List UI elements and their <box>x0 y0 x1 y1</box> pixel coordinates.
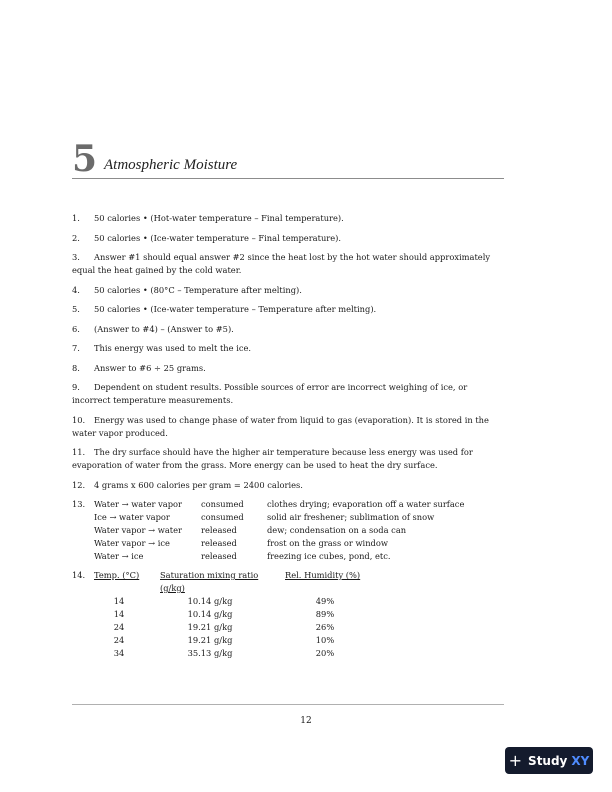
example: freezing ice cubes, pond, etc. <box>267 551 391 561</box>
answer-text: This energy was used to melt the ice. <box>94 343 252 353</box>
footer-rule <box>72 704 504 705</box>
example: frost on the grass or window <box>267 538 388 548</box>
answer-number: 7. <box>72 343 80 353</box>
answer-text: Dependent on student results. Possible sources of error are incorrect weighing of ice, or incorrect temperature measurements. <box>72 382 468 405</box>
energy-effect: released <box>201 551 237 561</box>
table-cell: 14 <box>113 609 125 619</box>
chapter-header <box>72 140 504 179</box>
answer-text: Energy was used to change phase of water from liquid to gas (evaporation). It is stored in the water vapor produced. <box>72 414 489 438</box>
answer-item <box>72 232 508 245</box>
answer-number: 8. <box>72 362 80 373</box>
table-cell: 35.13 g/kg <box>187 648 233 658</box>
table-cell: 20% <box>315 648 335 658</box>
phase-change: Water vapor → ice <box>94 538 170 548</box>
answer-item <box>72 414 508 440</box>
answer-text: 50 calories • (Ice-water temperature – Final temperature). <box>94 232 342 243</box>
answer-text: (Answer to #4) – (Answer to #5). <box>94 323 234 334</box>
answer-text: The dry surface should have the higher air temperature because less energy was used for evaporation of water from the grass. More energy can be used to heat the dry surface. <box>72 447 473 470</box>
answer-item <box>72 479 508 492</box>
example: clothes drying; evaporation off a water surface <box>267 499 465 509</box>
phase-change: Water vapor → water <box>94 525 182 535</box>
answer-number: 5. <box>72 304 80 314</box>
table-cell: 10.14 g/kg <box>187 609 233 619</box>
table-cell: 19.21 g/kg <box>187 622 233 632</box>
table-cell: 10% <box>315 635 335 645</box>
energy-effect: released <box>201 538 237 548</box>
answer-number: 6. <box>72 323 80 334</box>
table-cell: 26% <box>315 622 335 632</box>
chapter-number: 5 <box>72 138 98 180</box>
answer-number: 1. <box>72 213 80 223</box>
example: solid air freshener; sublimation of snow <box>267 512 435 522</box>
page-number: 12 <box>300 716 312 726</box>
answer-text: 50 calories • (Hot-water temperature – Final temperature). <box>94 213 344 223</box>
column-header-humidity: Rel. Humidity (%) <box>285 570 361 580</box>
answer-item <box>72 212 508 225</box>
table-cell: 10.14 g/kg <box>187 596 233 606</box>
answer-item <box>72 284 508 297</box>
answer-list <box>72 212 508 660</box>
humidity-table <box>72 569 508 660</box>
plus-icon: + <box>508 751 523 770</box>
column-header-temp: Temp. (°C) <box>94 570 140 580</box>
answer-text: Answer to #6 ÷ 25 grams. <box>94 362 206 373</box>
energy-effect: consumed <box>201 512 244 522</box>
phase-change: Water → water vapor <box>94 499 182 509</box>
phase-change-table <box>72 498 508 563</box>
answer-number: 3. <box>72 252 80 262</box>
chapter-title: Atmospheric Moisture <box>104 157 238 173</box>
studyxy-badge[interactable] <box>505 747 593 774</box>
answer-item <box>72 446 508 472</box>
answer-number: 13. <box>72 499 86 509</box>
column-header-mixing-ratio: Saturation mixing ratio (g/kg) <box>160 570 259 593</box>
brand-suffix: XY <box>571 753 590 768</box>
answer-item <box>72 362 508 375</box>
answer-item <box>72 251 508 277</box>
table-cell: 19.21 g/kg <box>187 635 233 645</box>
answer-number: 10. <box>72 414 86 425</box>
energy-effect: released <box>201 525 237 535</box>
answer-text: 4 grams x 600 calories per gram = 2400 calories. <box>94 479 303 490</box>
answer-number: 11. <box>72 447 86 457</box>
phase-change: Ice → water vapor <box>94 512 170 522</box>
answer-text: Answer #1 should equal answer #2 since the heat lost by the hot water should approximately equal the heat gained by the cold water. <box>72 252 491 275</box>
table-cell: 24 <box>113 622 125 632</box>
brand-prefix: Study <box>528 753 568 768</box>
table-cell: 49% <box>315 596 335 606</box>
energy-effect: consumed <box>201 499 244 509</box>
table-cell: 14 <box>113 596 125 606</box>
answer-item <box>72 323 508 336</box>
answer-item <box>72 342 508 355</box>
answer-number: 4. <box>72 284 80 295</box>
table-cell: 24 <box>113 635 125 645</box>
answer-text: 50 calories • (80°C – Temperature after melting). <box>94 284 302 295</box>
table-cell: 34 <box>113 648 125 658</box>
answer-number: 12. <box>72 479 86 490</box>
table-cell: 89% <box>315 609 335 619</box>
answer-number: 2. <box>72 232 80 243</box>
example: dew; condensation on a soda can <box>267 525 407 535</box>
answer-number: 14. <box>72 570 86 580</box>
answer-item <box>72 303 508 316</box>
answer-number: 9. <box>72 382 80 392</box>
phase-change: Water → ice <box>94 551 144 561</box>
answer-item <box>72 381 508 407</box>
answer-text: 50 calories • (Ice-water temperature – Temperature after melting). <box>94 304 377 314</box>
